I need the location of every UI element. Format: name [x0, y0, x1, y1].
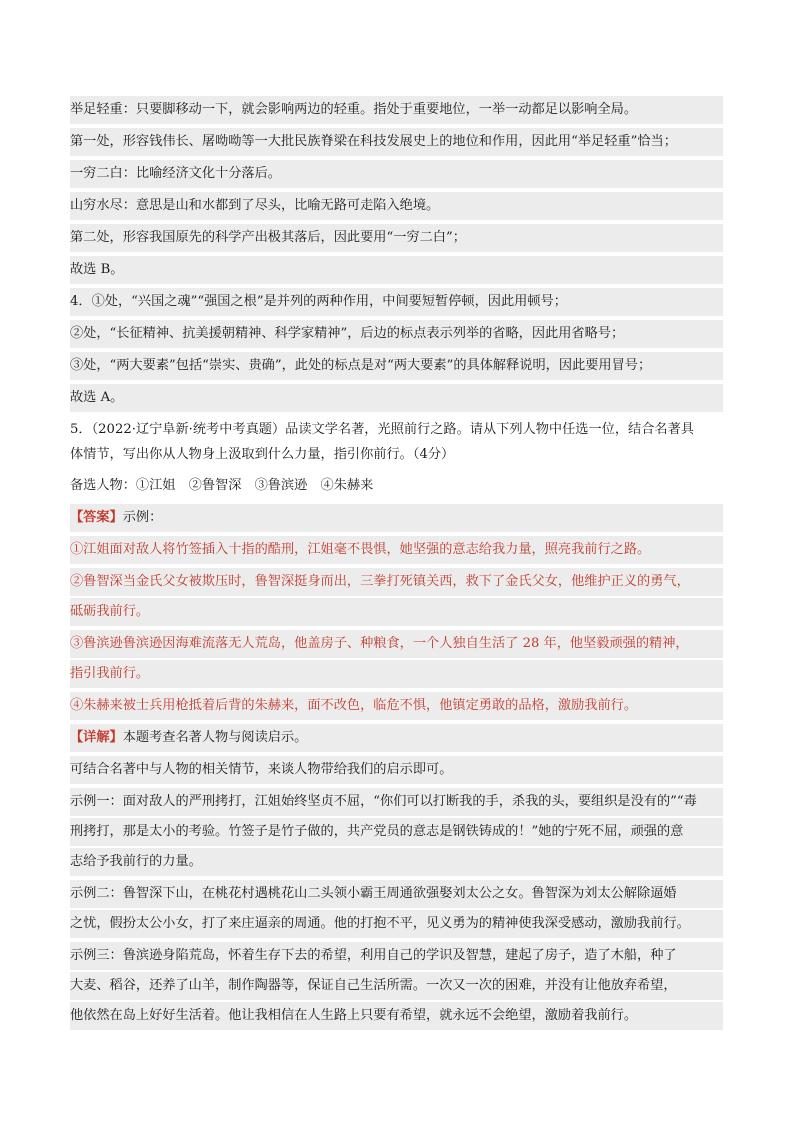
- text-line: [70, 942, 723, 970]
- line-text: 4．①处，“兴国之魂”“强国之根”是并列的两种作用，中间要短暂停顿，因此用顿号；: [70, 294, 567, 309]
- text-line: [70, 288, 723, 316]
- line-text: ④朱赫来被士兵用枪抵着后背的朱赫来，面不改色，临危不惧，他镇定勇敢的品格，激励我前行。: [70, 698, 638, 713]
- answer-line: [70, 568, 723, 596]
- line-text: 第一处，形容钱伟长、屠呦呦等一大批民族脊梁在科技发展史上的地位和作用，因此用“举足轻重”恰当；: [70, 134, 677, 149]
- line-text: 备选人物：①江姐 ②鲁智深 ③鲁滨逊 ④朱赫来: [70, 478, 374, 493]
- text-line: [70, 192, 723, 220]
- line-text: 第二处，形容我国原先的科学产出极其落后，因此要用“一穷二白”；: [70, 230, 466, 245]
- line-text: 示例：: [122, 510, 163, 525]
- line-text: 故选 A。: [70, 390, 124, 405]
- text-line: [70, 1002, 723, 1030]
- text-line: [70, 320, 723, 348]
- question-line: [70, 472, 723, 500]
- line-text: 指引我前行。: [70, 666, 150, 681]
- line-text: 本题考查名著人物与阅读启示。: [122, 730, 308, 745]
- question-line: [70, 441, 723, 469]
- line-text: 5．（2022·辽宁阜新·统考中考真题）品读文学名著，光照前行之路。请从下列人物中任选一位，结合名著具: [70, 422, 694, 437]
- text-line: [70, 818, 723, 846]
- line-text: 可结合名著中与人物的相关情节，来谈人物带给我们的启示即可。: [70, 762, 453, 777]
- line-text: 故选 B。: [70, 262, 124, 277]
- line-text: 一穷二白：比喻经济文化十分落后。: [70, 166, 281, 181]
- text-line: [70, 880, 723, 908]
- text-line: [70, 256, 723, 284]
- line-text: 砥砺我前行。: [70, 604, 150, 619]
- text-line: [70, 788, 723, 816]
- line-text: 示例三：鲁滨逊身陷荒岛，怀着生存下去的希望，利用自己的学识及智慧，建起了房子，造了木船，种了: [70, 948, 677, 963]
- answer-line: [70, 536, 723, 564]
- line-text: ③鲁滨逊鲁滨逊因海难流落无人荒岛，他盖房子、种粮食，一个人独自生活了 28 年，他坚毅顽强的精神，: [70, 636, 689, 651]
- answer-heading: [70, 504, 723, 532]
- answer-line: [70, 598, 723, 626]
- text-line: [70, 160, 723, 188]
- answer-tag: 【答案】: [70, 510, 123, 525]
- text-line: [70, 848, 723, 876]
- text-line: [70, 972, 723, 1000]
- text-line: [70, 96, 723, 124]
- line-text: 举足轻重：只要脚移动一下，就会影响两边的轻重。指处于重要地位，一举一动都足以影响全局。: [70, 102, 638, 117]
- text-line: [70, 756, 723, 784]
- line-text: 刑拷打，那是太小的考验。竹签子是竹子做的，共产党员的意志是钢铁铸成的！”她的宁死不屈，顽强的意: [70, 824, 684, 839]
- line-text: 体情节，写出你从人物身上汲取到什么力量，指引你前行。（4分）: [70, 447, 455, 462]
- question-line: [70, 416, 723, 444]
- text-line: [70, 352, 723, 380]
- answer-line: [70, 630, 723, 658]
- line-text: 示例二：鲁智深下山，在桃花村遇桃花山二头领小霸王周通欲强娶刘太公之女。鲁智深为刘太公解除逼婚: [70, 886, 677, 901]
- line-text: 他依然在岛上好好生活着。他让我相信在人生路上只要有希望，就永远不会绝望，激励着我前行。: [70, 1008, 638, 1023]
- line-text: 之忧，假扮太公小女，打了来庄逼亲的周通。他的打抱不平，见义勇为的精神使我深受感动，激励我前行。: [70, 916, 690, 931]
- line-text: ②鲁智深当金氏父女被欺压时，鲁智深挺身而出，三拳打死镇关西，救下了金氏父女，他维护正义的勇气，: [70, 574, 690, 589]
- detail-tag: 【详解】: [70, 730, 123, 745]
- answer-line: [70, 660, 723, 688]
- text-line: [70, 128, 723, 156]
- line-text: 示例一：面对敌人的严刑拷打，江姐始终坚贞不屈，“你们可以打断我的手，杀我的头，要组织是没有的”“毒: [70, 794, 697, 809]
- line-text: ①江姐面对敌人将竹签插入十指的酷刑，江姐毫不畏惧，她坚强的意志给我力量，照亮我前行之路。: [70, 542, 651, 557]
- answer-line: [70, 692, 723, 720]
- line-text: 志给予我前行的力量。: [70, 854, 202, 869]
- detail-heading: [70, 724, 723, 752]
- text-line: [70, 384, 723, 412]
- line-text: ③处，“两大要素”包括“崇实、贵确”，此处的标点是对“两大要素”的具体解释说明，因此要用冒号；: [70, 358, 652, 373]
- line-text: 大麦、稻谷，还养了山羊，制作陶器等，保证自己生活所需。一次又一次的困难，并没有让他放弃希望，: [70, 978, 677, 993]
- text-line: [70, 224, 723, 252]
- line-text: ②处，“长征精神、抗美援朝精神、科学家精神”，后边的标点表示列举的省略，因此用省略号；: [70, 326, 625, 341]
- text-line: [70, 910, 723, 938]
- line-text: 山穷水尽：意思是山和水都到了尽头，比喻无路可走陷入绝境。: [70, 198, 440, 213]
